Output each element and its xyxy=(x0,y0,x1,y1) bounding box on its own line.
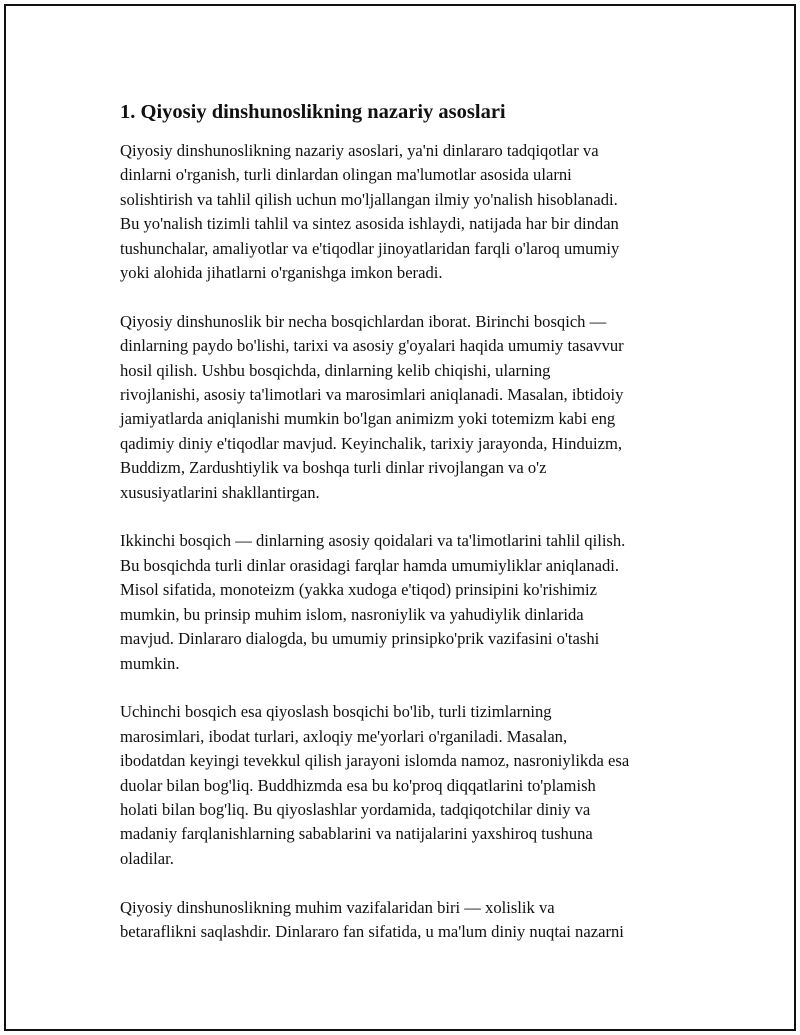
paragraph xyxy=(120,700,700,871)
paragraph-line: Qiyosiy dinshunoslikning nazariy asoslari, ya'ni dinlararo tadqiqotlar va xyxy=(120,141,599,160)
paragraph-line: mumkin. xyxy=(120,653,180,673)
paragraph-line: Bu bosqichda turli dinlar orasidagi farqlar hamda umumiyliklar aniqlanadi. xyxy=(120,555,620,575)
section-title: 1. Qiyosiy dinshunoslikning nazariy asoslari xyxy=(120,101,506,123)
paragraph-line: Uchinchi bosqich esa qiyoslash bosqichi bo'lib, turli tizimlarning xyxy=(120,702,552,722)
paragraph-line: duolar bilan bog'liq. Buddhizmda esa bu ko'proq diqqatlarini to'plamish xyxy=(120,775,596,795)
paragraph-line: mavjud. Dinlararo dialogda, bu umumiy prinsipko'prik vazifasini o'tashi xyxy=(120,629,600,649)
paragraph xyxy=(120,139,700,285)
paragraph-line: holati bilan bog'liq. Bu qiyoslashlar yordamida, tadqiqotchilar diniy va xyxy=(120,799,591,819)
paragraph-line: Bu yo'nalish tizimli tahlil va sintez asosida ishlaydi, natijada har bir dindan xyxy=(120,214,619,234)
paragraph-line: marosimlari, ibodat turlari, axloqiy me'yorlari o'rganiladi. Masalan, xyxy=(120,726,568,746)
paragraph-line: dinlarni o'rganish, turli dinlardan olingan ma'lumotlar asosida ularni xyxy=(120,165,572,185)
paragraph-line: dinlarning paydo bo'lishi, tarixi va asosiy g'oyalari haqida umumiy tasavvur xyxy=(120,336,624,356)
paragraph-line: rivojlanishi, asosiy ta'limotlari va marosimlari aniqlanadi. Masalan, ibtidoiy xyxy=(120,385,624,405)
paragraph-line: oladilar. xyxy=(120,848,174,868)
document-body xyxy=(120,98,700,969)
paragraph-line: ibodatdan keyingi tevekkul qilish jarayoni islomda namoz, nasroniylikda esa xyxy=(120,751,630,771)
paragraph-line: xususiyatlarini shakllantirgan. xyxy=(120,482,320,502)
paragraph xyxy=(120,896,700,945)
paragraph-line: betaraflikni saqlashdir. Dinlararo fan sifatida, u ma'lum diniy nuqtai nazarni xyxy=(120,921,624,941)
paragraph-line: madaniy farqlanishlarning sabablarini va natijalarini yaxshiroq tushuna xyxy=(120,824,593,844)
paragraph xyxy=(120,529,700,675)
paragraph-line: qadimiy diniy e'tiqodlar mavjud. Keyinchalik, tarixiy jarayonda, Hinduizm, xyxy=(120,433,623,453)
paragraph xyxy=(120,310,700,505)
paragraph-line: jamiyatlarda aniqlanishi mumkin bo'lgan animizm yoki totemizm kabi eng xyxy=(120,409,616,429)
paragraph-line: Misol sifatida, monoteizm (yakka xudoga e'tiqod) prinsipini ko'rishimiz xyxy=(120,580,597,600)
paragraph-line: yoki alohida jihatlarni o'rganishga imkon beradi. xyxy=(120,263,443,283)
page-frame xyxy=(4,4,796,1031)
paragraph-line: solishtirish va tahlil qilish uchun mo'ljallangan ilmiy yo'nalish hisoblanadi. xyxy=(120,189,618,209)
paragraph-line: mumkin, bu prinsip muhim islom, nasroniylik va yahudiylik dinlarida xyxy=(120,604,584,624)
paragraph-line: tushunchalar, amaliyotlar va e'tiqodlar jinoyatlaridan farqli o'laroq umumiy xyxy=(120,238,620,258)
paragraph-line: hosil qilish. Ushbu bosqichda, dinlarning kelib chiqishi, ularning xyxy=(120,360,551,380)
paragraph-line: Buddizm, Zardushtiylik va boshqa turli dinlar rivojlangan va o'z xyxy=(120,458,547,478)
paragraph-line: Qiyosiy dinshunoslikning muhim vazifalaridan biri — xolislik va xyxy=(120,897,555,917)
paragraph-line: Ikkinchi bosqich — dinlarning asosiy qoidalari va ta'limotlarini tahlil qilish. xyxy=(120,531,626,551)
paragraph-list xyxy=(120,139,700,944)
paragraph-line: Qiyosiy dinshunoslik bir necha bosqichlardan iborat. Birinchi bosqich — xyxy=(120,311,607,331)
